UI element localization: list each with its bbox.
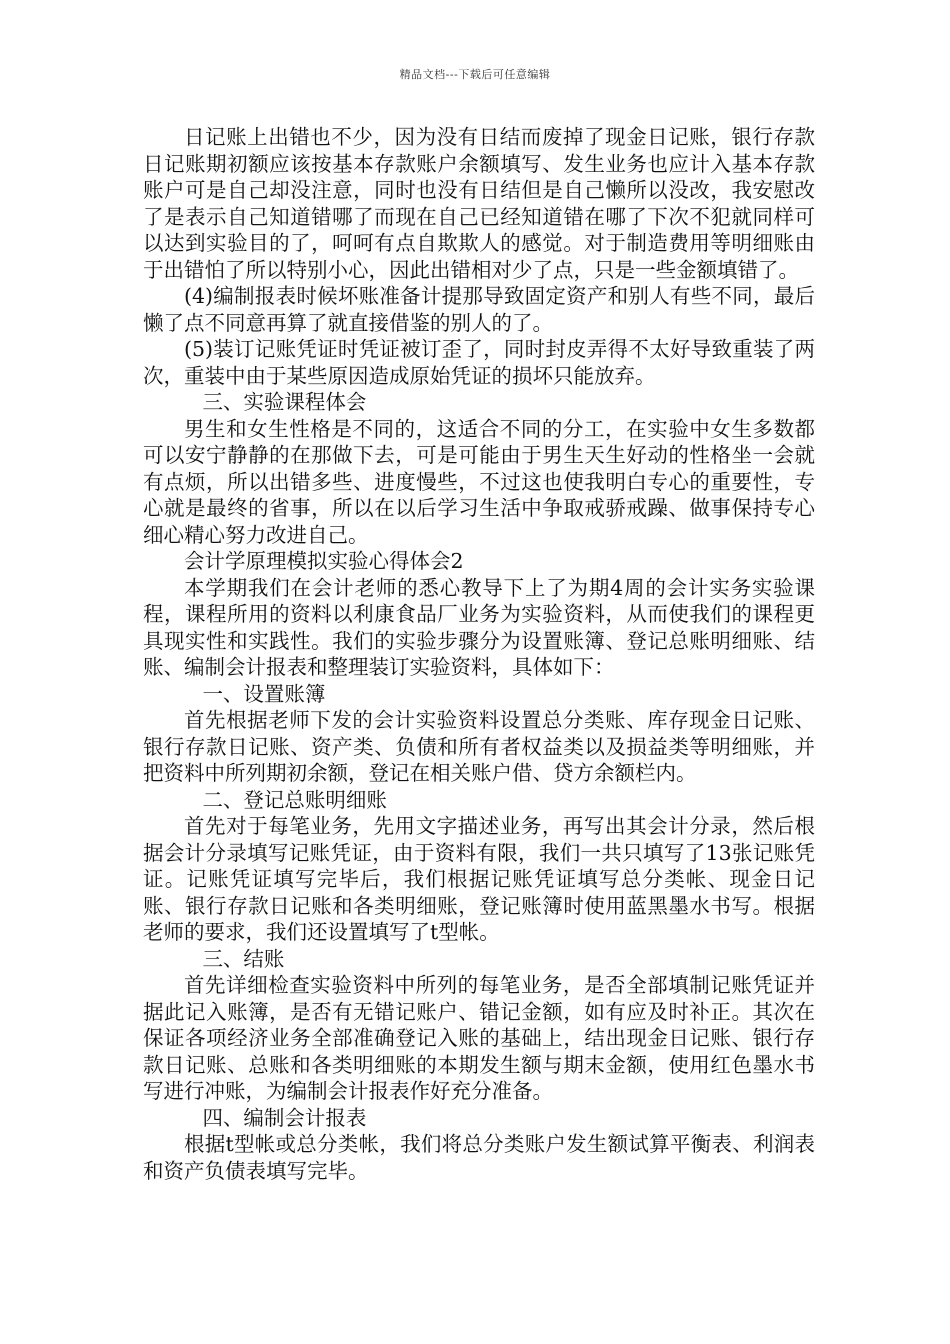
body-paragraph: 首先详细检查实验资料中所列的每笔业务，是否全部填制记账凭证并据此记入账簿，是否有无错记账户、错记金额，如有应及时补正。其次在保证各项经济业务全部准确登记入账的基础上，结出现金日记账、银行存款日记账、总账和各类明细账的本期发生额与期末金额，使用红色墨水书写进行冲账，为编制会计报表作好充分准备。	[143, 973, 815, 1103]
body-paragraph: 根据t型帐或总分类帐，我们将总分类账户发生额试算平衡表、利润表和资产负债表填写完毕。	[143, 1132, 815, 1183]
section-heading: 一、设置账簿	[202, 681, 326, 706]
body-paragraph: 本学期我们在会计老师的悉心教导下上了为期4周的会计实务实验课程，课程所用的资料以利康食品厂业务为实验资料，从而使我们的课程更具现实性和实践性。我们的实验步骤分为设置账簿、登记总账明细账、结账、编制会计报表和整理装订实验资料，具体如下：	[143, 575, 815, 679]
body-paragraph: 首先对于每笔业务，先用文字描述业务，再写出其会计分录，然后根据会计分录填写记账凭证，由于资料有限，我们一共只填写了13张记账凭证。记账凭证填写完毕后，我们根据记账凭证填写总分类帐、现金日记账、银行存款日记账和各类明细账，登记账簿时使用蓝黑墨水书写。根据老师的要求，我们还设置填写了t型帐。	[143, 814, 815, 944]
body-paragraph: (4)编制报表时候坏账准备计提那导致固定资产和别人有些不同，最后懒了点不同意再算了就直接借鉴的别人的了。	[143, 284, 815, 335]
body-paragraph: 首先根据老师下发的会计实验资料设置总分类账、库存现金日记账、银行存款日记账、资产类、负债和所有者权益类以及损益类等明细账，并把资料中所列期初余额，登记在相关账户借、贷方余额栏内。	[143, 708, 815, 785]
section-heading: 会计学原理模拟实验心得体会2	[184, 549, 464, 573]
body-paragraph: (5)装订记账凭证时凭证被订歪了，同时封皮弄得不太好导致重装了两次，重装中由于某些原因造成原始凭证的损坏只能放弃。	[143, 337, 815, 388]
page-header: 精品文档---下载后可任意编辑	[399, 68, 551, 81]
body-paragraph: 男生和女生性格是不同的，这适合不同的分工，在实验中女生多数都可以安宁静静的在那做下去，可是可能由于男生天生好动的性格坐一会就有点烦，所以出错多些、进度慢些，不过这也使我明白专心的重要性，专心就是最终的省事，所以在以后学习生活中争取戒骄戒躁、做事保持专心细心精心努力改进自己。	[143, 416, 815, 547]
section-heading: 二、登记总账明细账	[202, 787, 387, 812]
section-heading: 四、编制会计报表	[202, 1105, 367, 1130]
document-body	[143, 124, 815, 1184]
section-heading: 三、实验课程体会	[202, 390, 367, 414]
body-paragraph: 日记账上出错也不少，因为没有日结而废掉了现金日记账，银行存款日记账期初额应该按基本存款账户余额填写、发生业务也应计入基本存款账户可是自己却没注意，同时也没有日结但是自己懒所以没改，我安慰改了是表示自己知道错哪了而现在自己已经知道错在哪了下次不犯就同样可以达到实验目的了，呵呵有点自欺欺人的感觉。对于制造费用等明细账由于出错怕了所以特别小心，因此出错相对少了点，只是一些金额填错了。	[143, 125, 815, 282]
section-heading: 三、结账	[202, 946, 285, 971]
